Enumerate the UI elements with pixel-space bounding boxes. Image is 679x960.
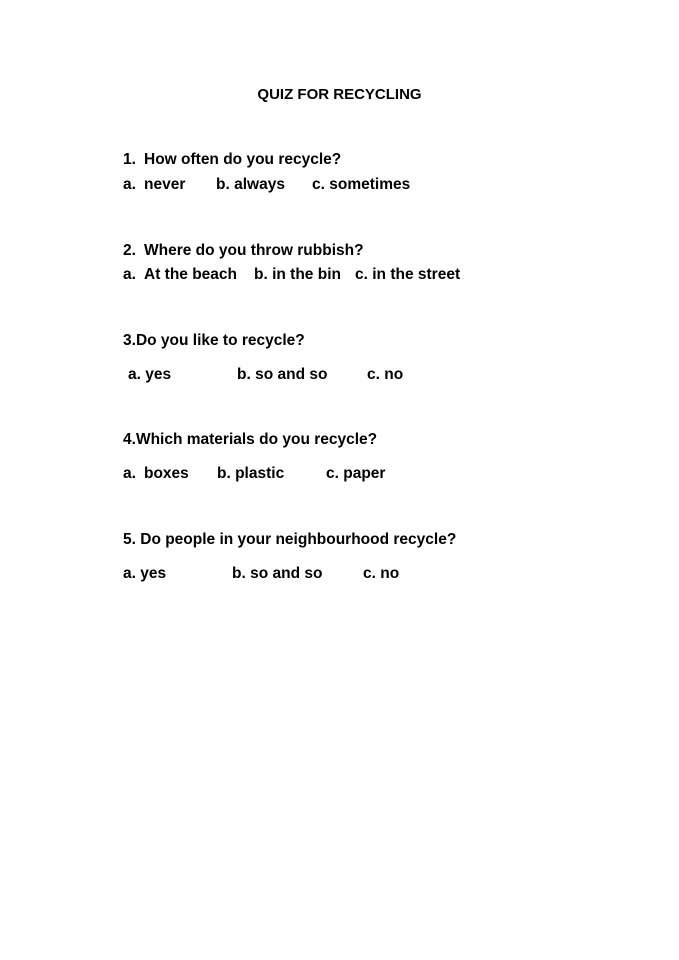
option-text: no xyxy=(380,565,400,582)
option-text: in the street xyxy=(372,266,461,283)
question-1-number: 1. xyxy=(123,151,136,168)
question-3-option-c xyxy=(367,365,403,385)
question-2 xyxy=(123,241,364,261)
question-4 xyxy=(123,430,377,450)
question-2-text: Where do you throw rubbish? xyxy=(144,242,364,259)
option-letter: b. xyxy=(237,366,251,383)
option-letter: c. xyxy=(355,266,368,283)
option-letter: b. xyxy=(217,465,231,482)
question-1-text: How often do you recycle? xyxy=(144,151,342,168)
question-4-number: 4. xyxy=(123,431,136,448)
question-5-option-c xyxy=(363,564,399,584)
question-3-text: Do you like to recycle? xyxy=(135,332,305,349)
question-3-number: 3. xyxy=(123,332,136,349)
question-4-option-a xyxy=(123,464,189,484)
question-5-text: Do people in your neighbourhood recycle? xyxy=(140,531,457,548)
question-5-option-a xyxy=(123,564,166,584)
question-2-number: 2. xyxy=(123,242,136,259)
option-letter: b. xyxy=(216,176,230,193)
option-text: sometimes xyxy=(329,176,411,193)
option-letter: a. xyxy=(128,366,141,383)
page-title: QUIZ FOR RECYCLING xyxy=(257,86,422,103)
option-letter: c. xyxy=(367,366,380,383)
option-text: so and so xyxy=(250,565,323,582)
option-letter: a. xyxy=(123,266,136,283)
question-5-number: 5. xyxy=(123,531,136,548)
question-2-option-c xyxy=(355,265,460,285)
option-text: no xyxy=(384,366,404,383)
question-4-text: Which materials do you recycle? xyxy=(135,431,378,448)
question-1-option-a xyxy=(123,175,185,195)
question-2-option-b xyxy=(254,265,341,285)
option-letter: a. xyxy=(123,176,136,193)
option-text: always xyxy=(234,176,285,193)
question-5 xyxy=(123,530,456,550)
option-text: boxes xyxy=(144,465,189,482)
question-2-option-a xyxy=(123,265,237,285)
option-text: plastic xyxy=(235,465,285,482)
option-text: yes xyxy=(140,565,167,582)
option-letter: a. xyxy=(123,565,136,582)
option-letter: c. xyxy=(363,565,376,582)
question-3-option-b xyxy=(237,365,327,385)
option-letter: c. xyxy=(312,176,325,193)
option-text: paper xyxy=(343,465,386,482)
question-1 xyxy=(123,150,341,170)
option-letter: a. xyxy=(123,465,136,482)
question-3-option-a xyxy=(128,365,171,385)
question-3 xyxy=(123,331,305,351)
question-5-option-b xyxy=(232,564,322,584)
option-letter: c. xyxy=(326,465,339,482)
option-text: in the bin xyxy=(272,266,341,283)
option-text: yes xyxy=(145,366,172,383)
option-letter: b. xyxy=(232,565,246,582)
option-letter: b. xyxy=(254,266,268,283)
option-text: never xyxy=(144,176,186,193)
question-1-option-c xyxy=(312,175,410,195)
question-4-option-c xyxy=(326,464,385,484)
option-text: At the beach xyxy=(144,266,238,283)
option-text: so and so xyxy=(255,366,328,383)
question-1-option-b xyxy=(216,175,285,195)
question-4-option-b xyxy=(217,464,284,484)
